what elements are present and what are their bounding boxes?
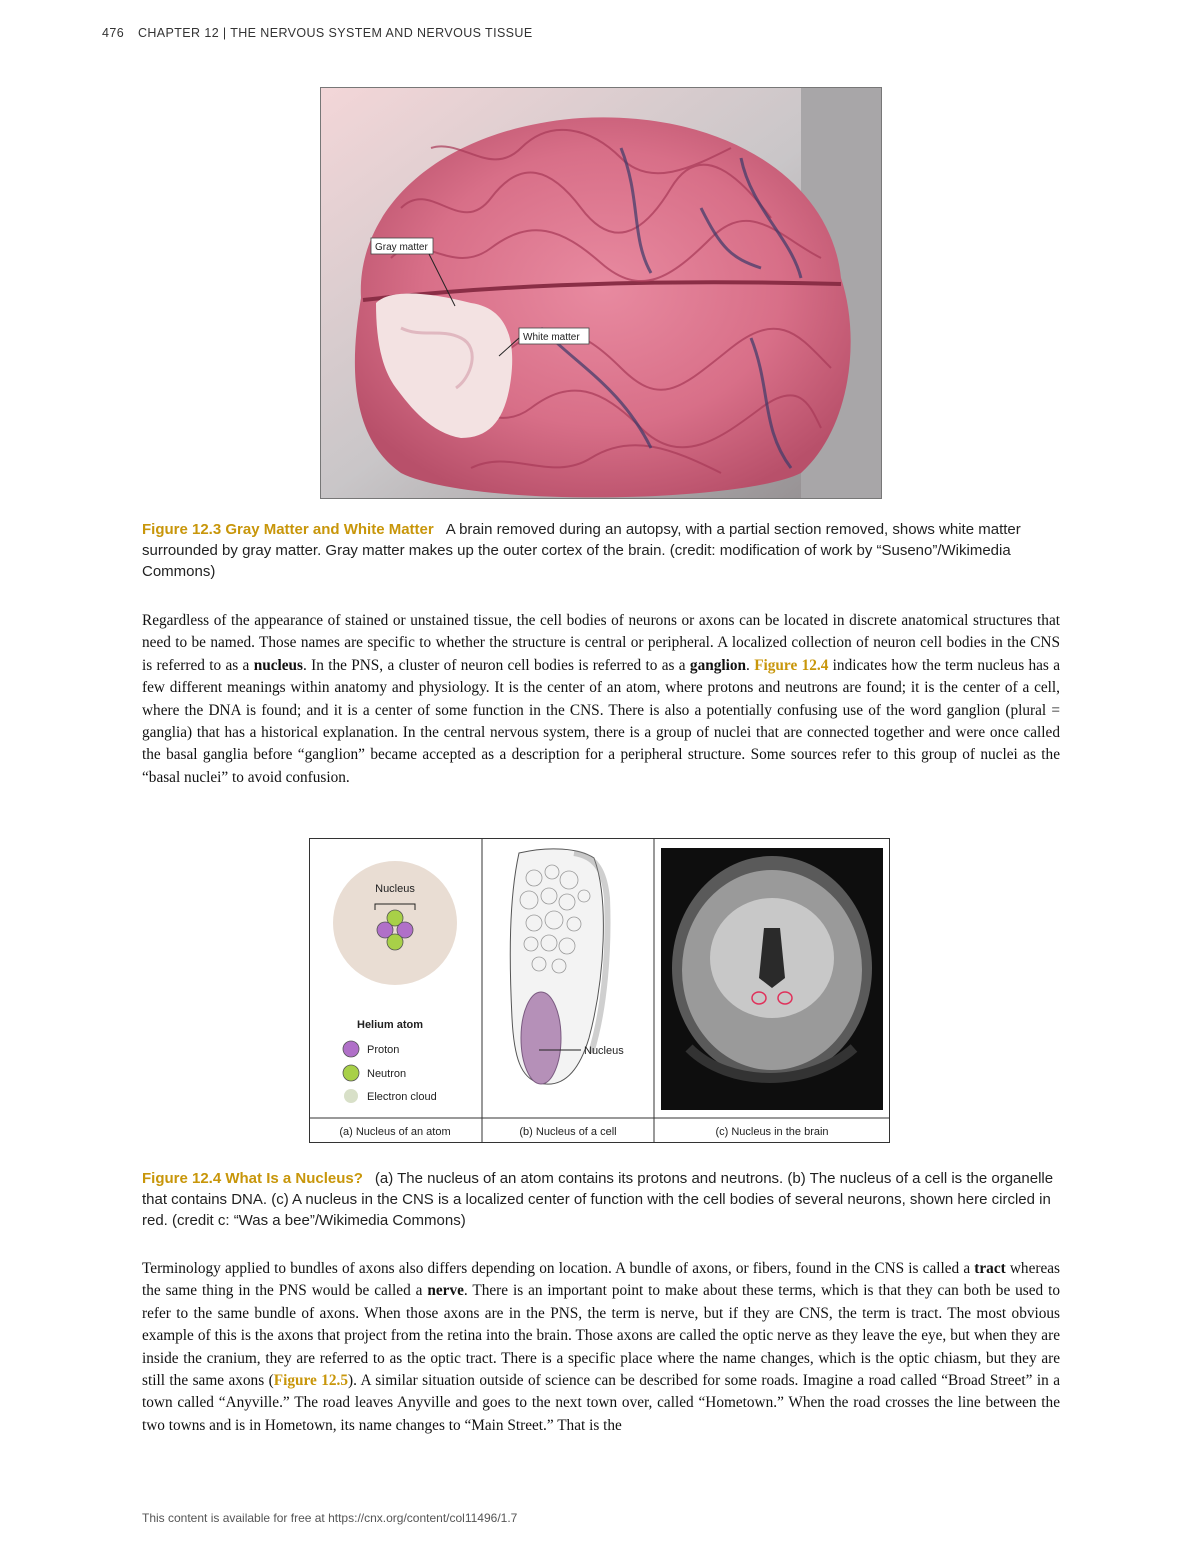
brain-photo [320,87,882,499]
panel-a-caption: (a) Nucleus of an atom [339,1126,451,1138]
panel-b-caption: (b) Nucleus of a cell [519,1126,617,1138]
legend-title: Helium atom [357,1019,424,1031]
figure-12-5-link[interactable]: Figure 12.5 [273,1372,349,1390]
para1-text-2: . In the PNS, a cluster of neuron cell bodies is referred to as a [303,656,690,674]
legend-cloud-swatch [344,1089,358,1103]
para1-text-3: . [746,656,755,674]
para2-text-1: Terminology applied to bundles of axons also differs depending on location. A bundle of axons, or fibers, found in the CNS is called a [142,1260,975,1277]
neutron-particle [387,934,403,950]
figure-12-4-title: Figure 12.4 What Is a Nucleus? [142,1170,363,1187]
cell-nucleus-label: Nucleus [584,1045,624,1057]
panel-brain [661,848,883,1138]
legend-neutron-swatch [343,1065,359,1081]
panel-c-caption: (c) Nucleus in the brain [715,1126,829,1138]
term-ganglion: ganglion [689,656,747,674]
white-matter-label: White matter [523,332,580,343]
para1-text-1: Regardless of the appearance of stained or unstained tissue, the cell bodies of neurons or axons can be located in discrete anatomical structures that need to be named. Those names are specific to whether the structure is central or peripheral. A localized collection of neuron cell bodies in the CNS is referred to as a [142,612,1060,674]
paragraph-2 [142,1258,1060,1437]
figure-12-4 [309,838,890,1143]
figure-12-3-title: Figure 12.3 Gray Matter and White Matter [142,521,434,538]
para2-text-4: ). A similar situation outside of science can be described for some roads. Imagine a road called “Broad Street” in a town called “Anyville.” The road leaves Anyville and goes to the next town over, called “Hometown.” When the road crosses the line between the two towns and is in Hometown, its name changes to “Main Street.” That is the [142,1372,1060,1434]
legend-proton-swatch [343,1041,359,1057]
paragraph-1 [142,610,1060,789]
figure-12-4-caption-text: (a) The nucleus of an atom contains its protons and neutrons. (b) The nucleus of a cell is the organelle that contains DNA. (c) A nucleus in the CNS is a localized center of function with the cell bodies of several neurons, shown here circled in red. (credit c: “Was a bee”/Wikimedia Commons) [142,1170,1054,1229]
legend-cloud: Electron cloud [367,1091,437,1103]
figure-12-3-caption [142,519,1060,582]
legend-neutron: Neutron [367,1068,407,1080]
para1-text-4: indicates how the term nucleus has a few different meanings within anatomy and physiology. It is the center of an atom, where protons and neutrons are found; it is the center of a cell, where the DNA is found; and it is a center of some function in the CNS. There is also a potentially confusing use of the word ganglion (plural = ganglia) that has a historical explanation. In the central nervous system, there is a group of nuclei that are connected together and were once called the basal ganglia before “ganglion” became accepted as a description for a peripheral structure. Some sources refer to this group of nuclei as the “basal nuclei” to avoid confusion. [142,656,1060,786]
figure-12-3-caption-text: A brain removed during an autopsy, with a partial section removed, shows white matter surrounded by gray matter. Gray matter makes up the outer cortex of the brain. (credit: modification of work by “Suseno”/Wikimedia Commons) [142,521,1021,580]
figure-12-4-link[interactable]: Figure 12.4 [754,656,829,674]
page-number: 476 [102,26,125,40]
term-tract: tract [974,1260,1006,1277]
page-header [102,26,533,40]
para2-text-2: whereas the same thing in the PNS would be called a [142,1260,1060,1300]
page-footer: This content is available for free at https://cnx.org/content/col11496/1.7 [142,1511,518,1525]
chapter-title: CHAPTER 12 | THE NERVOUS SYSTEM AND NERVOUS TISSUE [137,26,533,40]
figure-12-4-caption [142,1168,1060,1231]
gray-matter-label: Gray matter [375,242,428,253]
atom-nucleus-label: Nucleus [375,883,415,895]
term-nucleus: nucleus [253,656,303,674]
term-nerve: nerve [427,1282,464,1300]
cell-nucleus [521,992,561,1084]
legend-proton: Proton [367,1044,400,1056]
para2-text-3: . There is an important point to make about these terms, which is that they can both be used to refer to the same bundle of axons. When those axons are in the PNS, the term is nerve, but if they are CNS, the term is tract. The most obvious example of this is the axons that project from the retina into the brain. Those axons are called the optic nerve as they leave the eye, but when they are inside the cranium, they are referred to as the optic tract. There is a specific place where the name changes, which is the optic chiasm, but they are still the same axons ( [142,1282,1061,1390]
